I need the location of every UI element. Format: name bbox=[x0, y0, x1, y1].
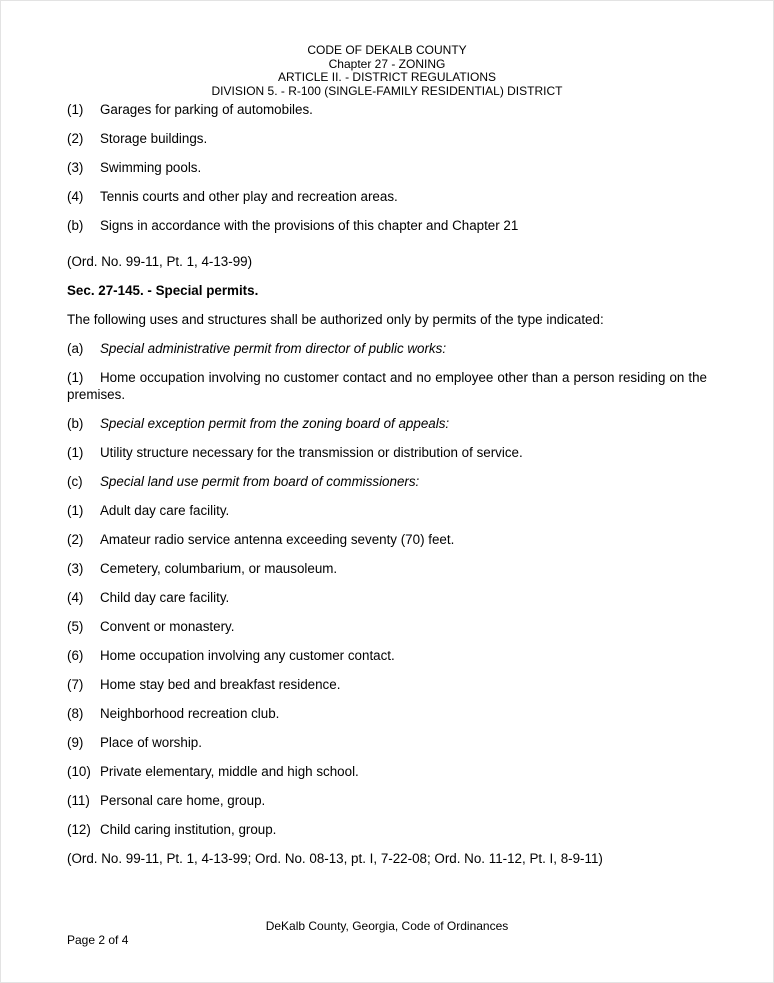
header-line-article: ARTICLE II. - DISTRICT REGULATIONS bbox=[277, 70, 497, 84]
list-item bbox=[67, 792, 707, 809]
list-item bbox=[67, 734, 707, 751]
header-line-chapter: Chapter 27 - ZONING bbox=[328, 56, 446, 71]
list-item bbox=[67, 763, 707, 780]
list-item-text: Home occupation involving no customer contact and no employee other than a person residing on the premises. bbox=[67, 370, 707, 402]
list-item-text: Home occupation involving any customer contact. bbox=[100, 648, 395, 663]
page-number: Page 2 of 4 bbox=[67, 933, 129, 947]
list-marker: (b) bbox=[67, 416, 84, 431]
permit-group-title: Special administrative permit from director of public works: bbox=[100, 341, 447, 356]
list-marker: (2) bbox=[67, 131, 84, 146]
list-item-text: Child caring institution, group. bbox=[100, 822, 277, 837]
list-marker: (3) bbox=[67, 160, 84, 175]
list-marker: (4) bbox=[67, 590, 84, 605]
list-item-text: Home stay bed and breakfast residence. bbox=[100, 677, 341, 692]
document-header bbox=[1, 1, 773, 98]
list-item-text: Neighborhood recreation club. bbox=[100, 706, 280, 721]
list-marker: (a) bbox=[67, 341, 84, 356]
list-item-text: Personal care home, group. bbox=[100, 793, 266, 808]
list-item-text: Storage buildings. bbox=[100, 131, 208, 146]
section-heading: Sec. 27-145. - Special permits. bbox=[67, 283, 259, 298]
document-body bbox=[67, 101, 707, 867]
list-marker: (12) bbox=[67, 822, 91, 837]
list-marker: (1) bbox=[67, 445, 84, 460]
list-marker: (1) bbox=[67, 503, 84, 518]
ordinance-note: (Ord. No. 99-11, Pt. 1, 4-13-99) bbox=[67, 254, 253, 269]
list-item-text: Garages for parking of automobiles. bbox=[100, 102, 313, 117]
list-item bbox=[67, 217, 707, 234]
list-item bbox=[67, 531, 707, 548]
list-marker: (7) bbox=[67, 677, 84, 692]
list-item bbox=[67, 589, 707, 606]
list-item-text: Private elementary, middle and high school. bbox=[100, 764, 359, 779]
list-item bbox=[67, 130, 707, 147]
list-item-text: Convent or monastery. bbox=[100, 619, 235, 634]
list-item bbox=[67, 560, 707, 577]
footer-title: DeKalb County, Georgia, Code of Ordinances bbox=[265, 919, 509, 933]
permit-group-heading bbox=[67, 415, 707, 432]
list-item bbox=[67, 101, 707, 118]
list-marker: (2) bbox=[67, 532, 84, 547]
list-item bbox=[67, 188, 707, 205]
list-item-text: Utility structure necessary for the transmission or distribution of service. bbox=[100, 445, 523, 460]
header-line-code: CODE OF DEKALB COUNTY bbox=[307, 43, 467, 57]
permit-group-heading bbox=[67, 473, 707, 490]
list-marker: (6) bbox=[67, 648, 84, 663]
list-marker: (b) bbox=[67, 218, 84, 233]
list-marker: (9) bbox=[67, 735, 84, 750]
permit-group-title: Special land use permit from board of commissioners: bbox=[100, 474, 420, 489]
list-item-text: Amateur radio service antenna exceeding seventy (70) feet. bbox=[100, 532, 455, 547]
list-marker: (1) bbox=[67, 102, 84, 117]
permit-group-title: Special exception permit from the zoning board of appeals: bbox=[100, 416, 450, 431]
permit-group-heading bbox=[67, 340, 707, 357]
list-marker: (3) bbox=[67, 561, 84, 576]
list-item-text: Child day care facility. bbox=[100, 590, 230, 605]
list-marker: (1) bbox=[67, 370, 84, 385]
list-item bbox=[67, 647, 707, 664]
list-marker: (8) bbox=[67, 706, 84, 721]
list-marker: (4) bbox=[67, 189, 84, 204]
list-marker: (c) bbox=[67, 474, 83, 489]
list-item-text: Signs in accordance with the provisions of this chapter and Chapter 21 bbox=[100, 218, 519, 233]
section-intro: The following uses and structures shall be authorized only by permits of the type indicated: bbox=[67, 312, 604, 327]
list-item bbox=[67, 502, 707, 519]
ordinance-note: (Ord. No. 99-11, Pt. 1, 4-13-99; Ord. No. 08-13, pt. I, 7-22-08; Ord. No. 11-12, Pt. I, 8-9-11) bbox=[67, 851, 603, 866]
list-item bbox=[67, 444, 707, 461]
list-marker: (11) bbox=[67, 793, 90, 808]
header-line-division: DIVISION 5. - R-100 (SINGLE-FAMILY RESIDENTIAL) DISTRICT bbox=[211, 83, 563, 98]
list-marker: (5) bbox=[67, 619, 84, 634]
list-item bbox=[67, 705, 707, 722]
list-item-text: Cemetery, columbarium, or mausoleum. bbox=[100, 561, 338, 576]
list-item-text: Adult day care facility. bbox=[100, 503, 230, 518]
list-item bbox=[67, 821, 707, 838]
list-item bbox=[67, 159, 707, 176]
list-item bbox=[67, 369, 707, 403]
list-marker: (10) bbox=[67, 764, 91, 779]
list-item bbox=[67, 618, 707, 635]
list-item-text: Swimming pools. bbox=[100, 160, 202, 175]
list-item bbox=[67, 676, 707, 693]
list-item-text: Tennis courts and other play and recreation areas. bbox=[100, 189, 398, 204]
list-item-text: Place of worship. bbox=[100, 735, 202, 750]
